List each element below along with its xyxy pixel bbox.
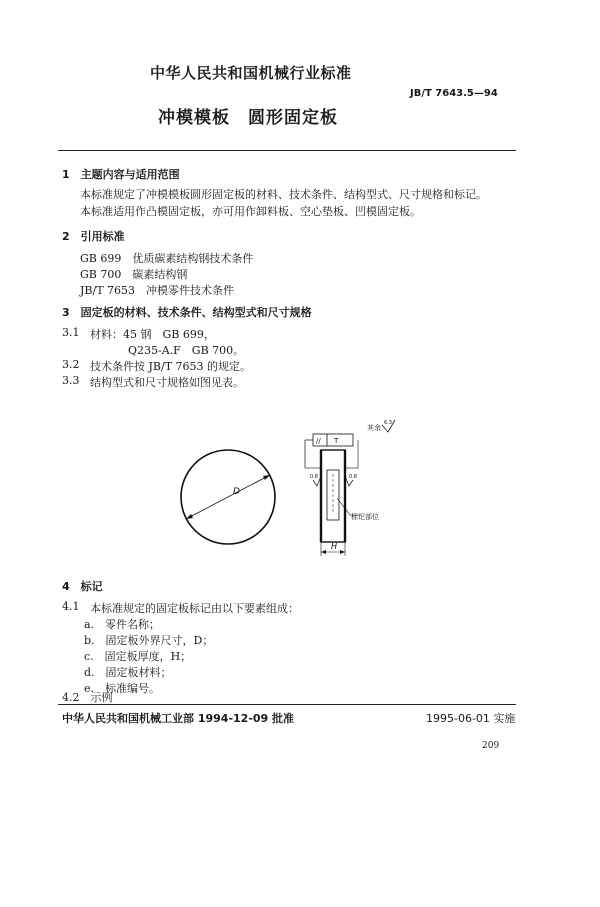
issuing-authority: 中华人民共和国机械工业部 1994-12-09 批准 [62,712,295,725]
clause-number: 4.1 [62,600,80,613]
clause-4-2: 4.2 示例 [62,691,113,704]
roughness-value: 6.3 [384,420,392,426]
thickness-label: H [331,542,338,551]
marking-location-label: 标记部位 [351,513,379,521]
section1-para1: 本标准规定了冲模模板圆形固定板的材料、技术条件、结构型式、尺寸规格和标记。 [80,188,487,201]
plate-plan-view [181,450,275,544]
industry-standard-title: 中华人民共和国机械行业标准 [150,64,352,82]
document-title: 冲模模板 圆形固定板 [158,108,338,128]
clause-3-3-text: 结构型式和尺寸规格如图见表。 [90,376,244,389]
clause-4-1-text: 本标准规定的固定板标记由以下要素组成： [90,602,299,615]
datum-reference: T [334,437,339,445]
reference-item: GB 700 碳素结构钢 [80,268,188,281]
clause-3-1-continuation: Q235-A.F GB 700。 [128,344,245,357]
marking-element: c. 固定板厚度，H； [84,650,192,663]
clause-number: 3.2 [62,358,80,371]
footer-rule [58,704,516,705]
page-number: 209 [482,741,500,751]
marking-element: a. 零件名称； [84,618,161,631]
clause-3-2-text: 技术条件按 JB/T 7653 的规定。 [90,360,252,373]
marking-element: b. 固定板外界尺寸，D； [84,634,214,647]
section1-para2: 本标准适用作凸模固定板，亦可用作卸料板、空心垫板、凹模固定板。 [80,205,421,218]
standard-number: JB/T 7643.5—94 [410,88,498,99]
section1-heading: 1 主题内容与适用范围 [62,168,180,181]
section3-heading: 3 固定板的材料、技术条件、结构型式和尺寸规格 [62,306,312,319]
diameter-arrow [263,475,270,480]
diameter-line [186,475,270,519]
parallelism-symbol: // [316,437,321,445]
marking-element: e. 标准编号。 [84,682,161,695]
roughness-note [367,420,395,432]
clause-3-1-text: 材料：45 钢 GB 699， [90,328,215,341]
clause-number: 3.3 [62,374,80,387]
marking-element: d. 固定板材料； [84,666,172,679]
reference-item: JB/T 7653 冲模零件技术条件 [80,284,235,297]
diameter-label: D [233,487,240,497]
effective-date: 1995-06-01 实施 [426,712,516,725]
reference-item: GB 699 优质碳素结构钢技术条件 [80,252,254,265]
clause-number: 3.1 [62,326,80,339]
roughness-note-label: 其余 [367,424,381,432]
surface-value-left: 0.8 [310,474,318,480]
section4-heading: 4 标记 [62,580,103,593]
surface-value-right: 0.8 [349,474,357,480]
section2-heading: 2 引用标准 [62,230,125,243]
diameter-arrow [186,514,193,519]
plate-side-view [305,434,379,556]
